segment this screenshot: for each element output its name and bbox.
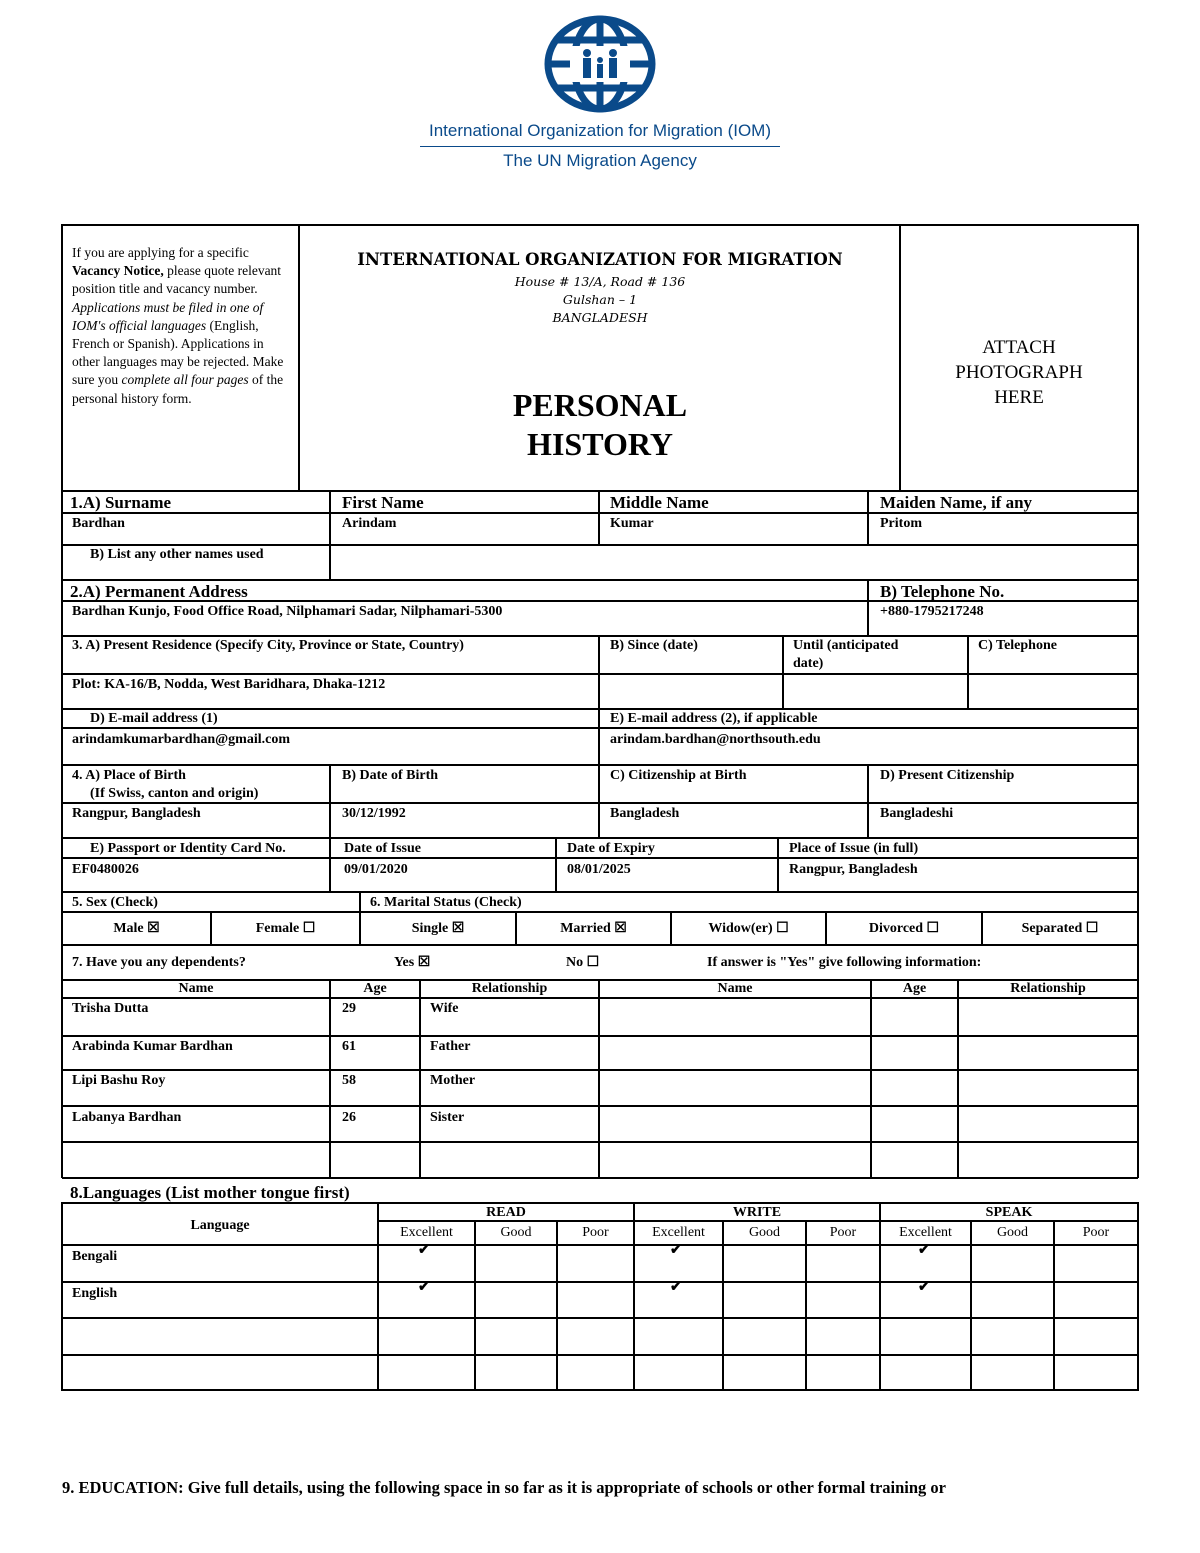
present-citizenship-label: D) Present Citizenship — [880, 768, 1015, 783]
language-name[interactable]: English — [72, 1286, 118, 1301]
surname-label: 1.A) Surname — [70, 493, 172, 512]
passport-label: E) Passport or Identity Card No. — [90, 841, 286, 856]
dependent-age[interactable]: 26 — [342, 1110, 356, 1125]
since-label: B) Since (date) — [610, 638, 698, 653]
speak-poor-header: Poor — [1082, 1225, 1110, 1240]
intro-p2: please quote relevant position title and vacancy number. — [72, 263, 282, 297]
marital-widow-checkbox[interactable]: Widow(er) ☐ — [708, 921, 789, 936]
read-poor-header: Poor — [582, 1225, 609, 1240]
photo-placeholder — [900, 335, 1138, 410]
email1-label: D) E-mail address (1) — [90, 711, 218, 726]
present-citizenship-value[interactable]: Bangladeshi — [880, 806, 954, 821]
first-name-label: First Name — [342, 493, 424, 512]
maiden-name-label: Maiden Name, if any — [880, 493, 1033, 512]
place-of-birth-sublabel: (If Swiss, canton and origin) — [90, 786, 259, 801]
dependents-label: 7. Have you any dependents? — [72, 955, 246, 970]
write-excellent-check-icon[interactable]: ✔ — [670, 1243, 682, 1258]
read-excellent-check-icon[interactable]: ✔ — [418, 1280, 430, 1295]
permanent-address-label: 2.A) Permanent Address — [70, 582, 248, 601]
write-excellent-header: Excellent — [652, 1225, 705, 1240]
dep-name-header: Name — [178, 981, 214, 996]
surname-value[interactable]: Bardhan — [72, 516, 125, 531]
place-of-issue-value[interactable]: Rangpur, Bangladesh — [789, 862, 918, 877]
education-heading: 9. EDUCATION: Give full details, using the following space in so far as it is appropriate of schools or other formal training or — [62, 1478, 946, 1497]
logo-line1: International Organization for Migration (IOM) — [428, 121, 772, 140]
dep-age-header-2: Age — [902, 981, 927, 996]
dependent-relationship[interactable]: Wife — [430, 1001, 459, 1016]
org-address-3: BANGLADESH — [552, 310, 648, 325]
intro-p1: If you are applying for a specific — [72, 245, 249, 260]
instructions-text — [72, 244, 294, 408]
dep-rel-header: Relationship — [471, 981, 548, 996]
intro-vacancy: Vacancy Notice, — [72, 263, 164, 279]
read-header: READ — [486, 1205, 526, 1220]
telephone-label: B) Telephone No. — [880, 582, 1005, 601]
dependent-age[interactable]: 61 — [342, 1039, 356, 1054]
until-label-1: Until (anticipated — [793, 638, 899, 653]
maiden-name-value[interactable]: Pritom — [880, 516, 922, 531]
issue-date-value[interactable]: 09/01/2020 — [344, 862, 408, 877]
dependent-relationship[interactable]: Sister — [430, 1110, 465, 1125]
sex-label: 5. Sex (Check) — [72, 895, 158, 910]
dependent-age[interactable]: 58 — [342, 1073, 356, 1088]
marital-status-label: 6. Marital Status (Check) — [370, 895, 522, 910]
place-of-birth-value[interactable]: Rangpur, Bangladesh — [72, 806, 201, 821]
telephone-value[interactable]: +880-1795217248 — [880, 604, 984, 619]
write-header: WRITE — [732, 1205, 782, 1220]
dependent-age[interactable]: 29 — [342, 1001, 356, 1016]
intro-p6: of the personal history form. — [72, 372, 284, 406]
org-address-2: Gulshan – 1 — [562, 292, 638, 307]
write-poor-header: Poor — [829, 1225, 857, 1240]
language-name[interactable]: Bengali — [72, 1249, 118, 1264]
dependent-name[interactable]: Trisha Dutta — [72, 1001, 149, 1016]
place-of-issue-label: Place of Issue (in full) — [789, 841, 919, 856]
language-header: Language — [190, 1218, 250, 1233]
email2-label: E) E-mail address (2), if applicable — [610, 711, 818, 726]
permanent-address-value[interactable]: Bardhan Kunjo, Food Office Road, Nilphamari Sadar, Nilphamari-5300 — [72, 604, 503, 619]
dep-name-header-2: Name — [717, 981, 753, 996]
dependent-name[interactable]: Labanya Bardhan — [72, 1110, 182, 1125]
intro-complete: complete all four pages — [121, 372, 249, 388]
until-label-2: date) — [793, 656, 824, 671]
other-names-label: B) List any other names used — [90, 547, 264, 562]
photo-text-2: PHOTOGRAPH — [955, 362, 1083, 383]
write-good-header: Good — [748, 1225, 781, 1240]
marital-single-checkbox[interactable]: Single ☒ — [411, 921, 465, 936]
middle-name-label: Middle Name — [610, 493, 709, 512]
present-residence-value[interactable]: Plot: KA-16/B, Nodda, West Baridhara, Dhaka-1212 — [72, 677, 386, 692]
place-of-birth-label: 4. A) Place of Birth — [72, 768, 186, 783]
date-of-birth-value[interactable]: 30/12/1992 — [342, 806, 406, 821]
email1-value[interactable]: arindamkumarbardhan@gmail.com — [72, 732, 290, 747]
dependent-name[interactable]: Arabinda Kumar Bardhan — [72, 1039, 233, 1054]
present-residence-label: 3. A) Present Residence (Specify City, Province or State, Country) — [72, 638, 464, 653]
logo-line2: The UN Migration Agency — [503, 151, 697, 170]
dependent-relationship[interactable]: Father — [430, 1039, 471, 1054]
write-excellent-check-icon[interactable]: ✔ — [670, 1280, 682, 1295]
page-title-2: HISTORY — [527, 426, 673, 462]
dependents-yes-checkbox[interactable]: Yes ☒ — [394, 955, 431, 970]
languages-title: 8.Languages (List mother tongue first) — [70, 1183, 350, 1202]
speak-excellent-check-icon[interactable]: ✔ — [918, 1280, 930, 1295]
speak-good-header: Good — [996, 1225, 1029, 1240]
residence-telephone-label: C) Telephone — [978, 638, 1057, 653]
marital-separated-checkbox[interactable]: Separated ☐ — [1021, 921, 1099, 936]
org-address-1: House # 13/A, Road # 136 — [514, 274, 686, 289]
first-name-value[interactable]: Arindam — [342, 516, 397, 531]
dependent-name[interactable]: Lipi Bashu Roy — [72, 1073, 166, 1088]
dependent-relationship[interactable]: Mother — [430, 1073, 476, 1088]
intro-p4: (English, French or Spanish). Applications in other languages may be rejected. Make sure you — [72, 317, 284, 388]
middle-name-value[interactable]: Kumar — [610, 516, 654, 531]
speak-excellent-check-icon[interactable]: ✔ — [918, 1243, 930, 1258]
email2-value[interactable]: arindam.bardhan@northsouth.edu — [610, 732, 821, 747]
issue-date-label: Date of Issue — [344, 841, 421, 856]
speak-header: SPEAK — [985, 1205, 1033, 1220]
read-excellent-header: Excellent — [400, 1225, 453, 1240]
org-name: INTERNATIONAL ORGANIZATION FOR MIGRATION — [357, 250, 843, 269]
speak-excellent-header: Excellent — [899, 1225, 952, 1240]
dep-rel-header-2: Relationship — [1010, 981, 1086, 996]
date-of-birth-label: B) Date of Birth — [342, 768, 439, 783]
intro-languages: Applications must be filed in one of IOM's official languages — [72, 299, 264, 333]
read-good-header: Good — [500, 1225, 532, 1240]
other-names-field[interactable] — [332, 547, 1136, 578]
citizenship-birth-value[interactable]: Bangladesh — [610, 806, 680, 821]
dependents-no-checkbox[interactable]: No ☐ — [566, 955, 600, 970]
expiry-date-label: Date of Expiry — [567, 841, 655, 856]
marital-married-checkbox[interactable]: Married ☒ — [560, 921, 627, 936]
dependents-info-text: If answer is "Yes" give following information: — [707, 955, 982, 970]
sex-female-checkbox[interactable]: Female ☐ — [255, 921, 316, 936]
sex-male-checkbox[interactable]: Male ☒ — [113, 921, 160, 936]
expiry-date-value[interactable]: 08/01/2025 — [567, 862, 631, 877]
photo-text-1: ATTACH — [982, 337, 1056, 358]
citizenship-birth-label: C) Citizenship at Birth — [610, 768, 747, 783]
passport-value[interactable]: EF0480026 — [72, 862, 139, 877]
dep-age-header: Age — [363, 981, 387, 996]
marital-divorced-checkbox[interactable]: Divorced ☐ — [868, 921, 940, 936]
read-excellent-check-icon[interactable]: ✔ — [418, 1243, 430, 1258]
photo-text-3: HERE — [994, 387, 1044, 408]
page-title-1: PERSONAL — [512, 387, 688, 423]
